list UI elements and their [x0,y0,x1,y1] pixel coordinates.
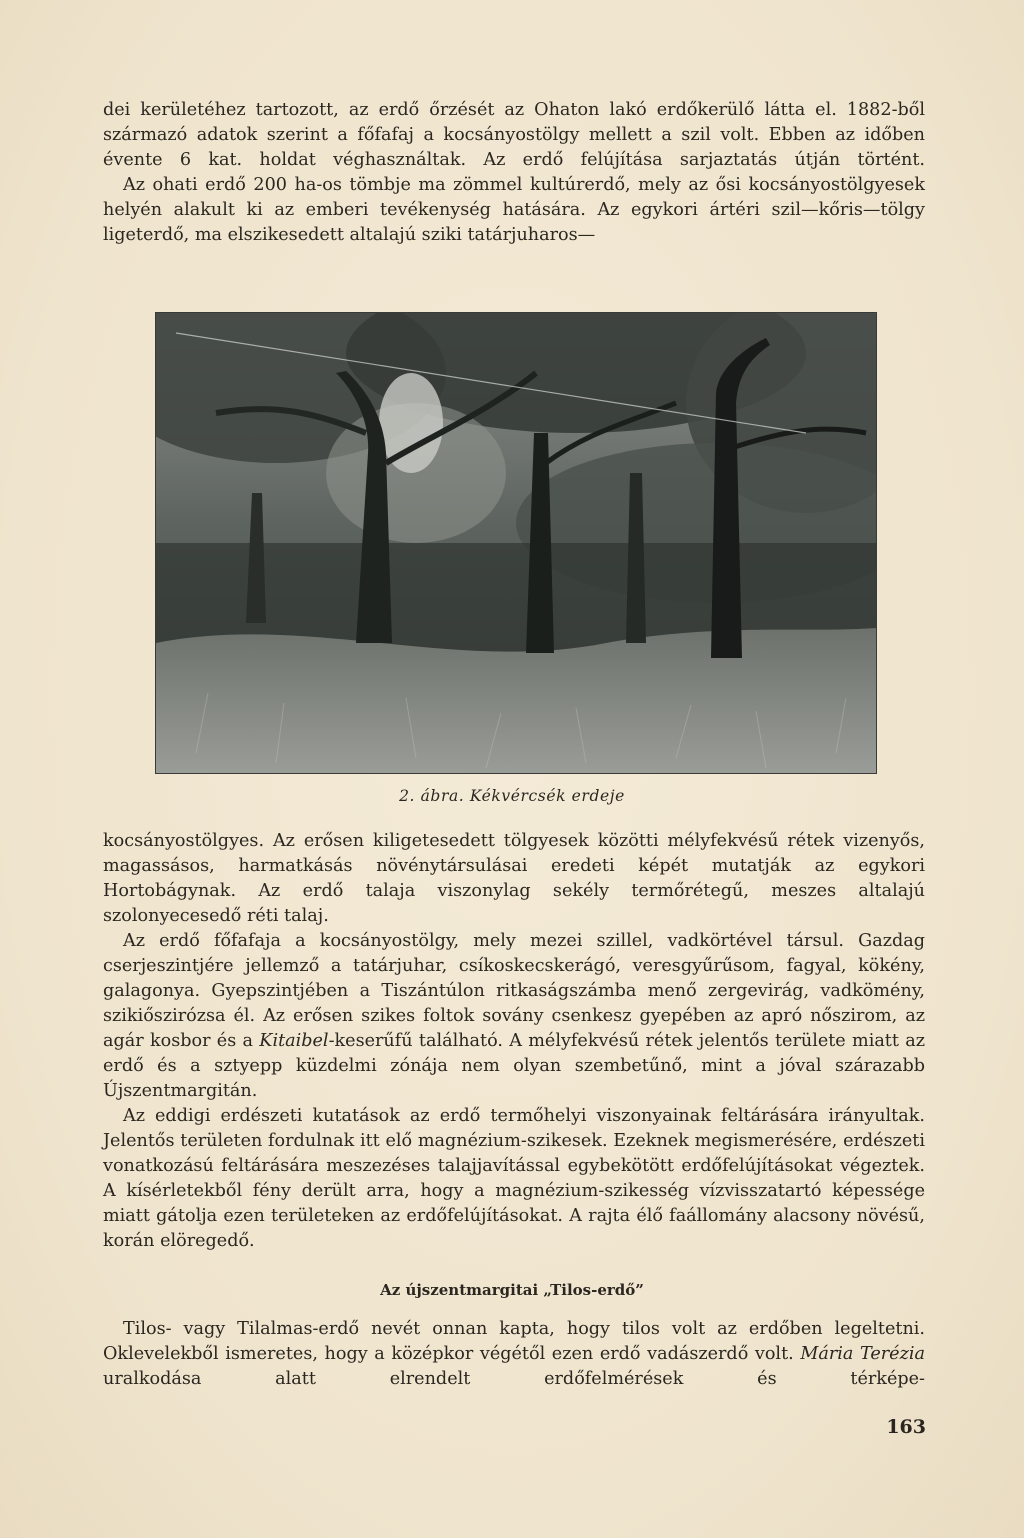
middle-text-block [103,829,925,1254]
paragraph-ohat-forest: Az ohati erdő 200 ha-os tömbje ma zömmel kultúrerdő, mely az ősi kocsányostölgyesek helyén alakult ki az emberi tevékenység hatására. Az egykori ártéri szil—kőris—tölgy ligeterdő, ma elszikesedett altalajú sziki tatárjuharos— [103,175,925,245]
paragraph-oak-forest: kocsányostölgyes. Az erősen kiligetesedett tölgyesek közötti mélyfekvésű rétek vizenyős, magassásos, harmatkásás növénytársulásai eredeti képét mutatják az egykori Hortobágynak. Az erdő talaja viszonylag sekély termőrétegű, meszes altalajú szolonyecesedő réti talaj. [103,831,925,926]
forest-photo-icon [156,313,876,773]
paragraph-vegetation [103,929,925,1104]
section-heading: Az újszentmargitai „Tilos-erdő” [380,1281,644,1299]
vegetation-text-after: -keserűfű található. A mélyfekvésű rétek jelentős területe miatt az erdő és a sztyepp küzdelmi zónája nem olyan szembetűnő, mint a jóval szárazabb Újszentmargitán. [103,1031,925,1101]
tilos-text-after: uralkodása alatt elrendelt erdőfelmérések és térképe- [103,1369,925,1389]
vegetation-text: Az erdő főfafaja a kocsányostölgy, mely mezei szillel, vadkörtével társul. Gazdag cserjeszintjére jellemző a tatárjuhar, csíkoskecskerágó, veresgyűrűsom, fagyal, kökény, galagonya. Gyepszintjében a Tiszántúlon ritkaságszámba menő zergevirág, vadkömény, szikiőszirózsa él. Az erősen szikes foltok sovány csenkesz gyepében az apró nőszirom, az agár kosbor és a [103,931,925,1051]
bottom-text-block [103,1317,925,1392]
page-number: 163 [886,1416,926,1438]
maria-terezia-name: Mária Terézia [800,1344,925,1364]
paragraph-ohat-history: dei kerületéhez tartozott, az erdő őrzését az Ohaton lakó erdőkerülő látta el. 1882-ből származó adatok szerint a főfafaj a kocsányostölgy mellett a szil volt. Ebben az időben évente 6 kat. holdat véghasználtak. Az erdő felújítása sarjaztatás útján történt. [103,100,925,170]
top-text-block [103,98,925,248]
paragraph-tilos-erdo [103,1317,925,1392]
tilos-text: Tilos- vagy Tilalmas-erdő nevét onnan kapta, hogy tilos volt az erdőben legeltetni. Oklevelekből ismeretes, hogy a középkor végétől ezen erdő vadászerdő volt. [103,1319,925,1364]
paragraph-research: Az eddigi erdészeti kutatások az erdő termőhelyi viszonyainak feltárására irányultak. Jelentős területen fordulnak itt elő magnézium-szikesek. Ezeknek megismerésére, erdészeti vonatkozású feltárására meszezéses talajjavítással egybekötött erdőfelújításokat végeztek. A kísérletekből fény derült arra, hogy a magnézium-szikesség vízvisszatartó képessége miatt gátolja ezen területeken az erdőfelújításokat. A rajta élő faállomány alacsony növésű, korán elöregedő. [103,1106,925,1251]
kitaibel-name: Kitaibel [259,1031,329,1051]
figure-caption: 2. ábra. Kékvércsék erdeje [399,787,625,805]
forest-photo [155,312,877,774]
